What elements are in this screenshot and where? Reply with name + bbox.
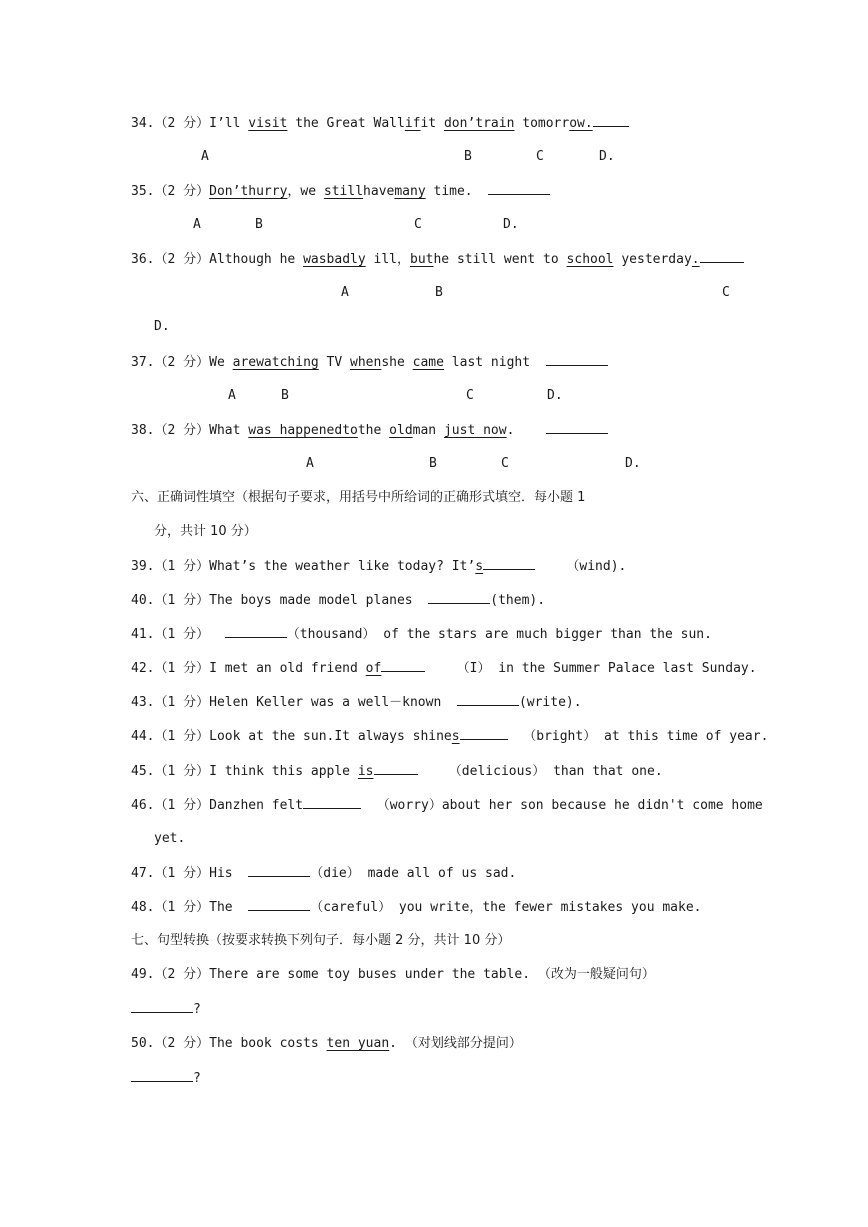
q43-stem: 43.（1 分）Helen Keller was a well－known — [131, 695, 457, 710]
q36-part-b: but — [410, 252, 434, 267]
q37-part-a: arewatching — [232, 355, 319, 370]
answer-blank[interactable] — [225, 625, 287, 638]
label-b: B — [281, 388, 289, 403]
q34-part-c: don’train — [443, 116, 515, 131]
q35-text: ，we — [287, 184, 324, 199]
q35-part-c: many — [394, 184, 426, 199]
question-45 — [131, 762, 663, 781]
q50-underlined: ten yuan — [326, 1036, 390, 1051]
question-34 — [131, 114, 629, 133]
q34-part-a: visit — [248, 116, 288, 131]
q38-text: . — [506, 423, 515, 438]
q38-part-a: was happenedto — [248, 423, 358, 438]
q44-underlined: s — [451, 729, 460, 744]
label-c: C — [722, 285, 730, 300]
question-47 — [131, 864, 516, 883]
question-46 — [131, 796, 763, 815]
label-d: D. — [154, 319, 170, 334]
q44-stem: 44.（1 分）Look at the sun.It always shine — [131, 729, 452, 744]
section-7-heading: 七、句型转换（按要求转换下列句子．每小题 2 分，共计 10 分） — [131, 933, 511, 948]
answer-blank[interactable] — [131, 1069, 193, 1082]
q45-underlined: is — [357, 764, 374, 779]
label-c: C — [414, 217, 422, 232]
label-c: C — [536, 149, 544, 164]
question-36 — [131, 250, 744, 269]
q40-hint: (them). — [490, 593, 546, 608]
label-c: C — [466, 388, 474, 403]
answer-blank[interactable] — [700, 250, 744, 263]
answer-blank[interactable] — [131, 1000, 193, 1013]
label-a: A — [228, 388, 236, 403]
label-c: C — [501, 456, 509, 471]
label-d: D. — [547, 388, 563, 403]
q36-part-a: wasbadly — [303, 252, 366, 267]
q45-stem: 45.（1 分）I think this apple — [131, 764, 358, 779]
q38-part-b: old — [389, 423, 413, 438]
section-6-heading-cont: 分，共计 10 分） — [154, 524, 257, 539]
q34-part-b: if — [404, 116, 421, 131]
question-49: 49.（2 分）There are some toy buses under the table. （改为一般疑问句） — [131, 967, 655, 982]
q38-text: man — [412, 423, 444, 438]
q41-stem: 41.（1 分） — [131, 627, 225, 642]
label-a: A — [341, 285, 349, 300]
q36-part-d: . — [691, 252, 700, 267]
q37-text: she — [381, 355, 413, 370]
q36-part-c: school — [566, 252, 614, 267]
question-mark: ? — [193, 1071, 201, 1086]
q37-text: last night — [443, 355, 531, 370]
q48-stem: 48.（1 分）The — [131, 900, 249, 915]
q37-part-c: came — [412, 355, 444, 370]
q46-hint: （worry）about her son because he didn't come home — [361, 798, 763, 813]
q35-part-b: still — [323, 184, 364, 199]
label-d: D. — [503, 217, 519, 232]
q36-text: he still went to — [433, 252, 567, 267]
q38-text: the — [357, 423, 390, 438]
question-44 — [131, 727, 768, 746]
question-50 — [131, 1035, 522, 1053]
label-b: B — [435, 285, 443, 300]
label-b: B — [255, 217, 263, 232]
answer-blank[interactable] — [303, 796, 361, 809]
q34-text: tomorr — [514, 116, 570, 131]
q39-underlined: s — [475, 559, 484, 574]
label-b: B — [464, 149, 472, 164]
question-41 — [131, 625, 712, 644]
q42-underlined: of — [365, 661, 382, 676]
q34-text: the Great Wall — [287, 116, 405, 131]
answer-blank[interactable] — [248, 898, 310, 911]
q39-stem: 39.（1 分）What’s the weather like today? It’ — [131, 559, 476, 574]
section-6-heading: 六、正确词性填空（根据句子要求，用括号中所给词的正确形式填空．每小题 1 — [131, 490, 586, 505]
answer-blank[interactable] — [248, 864, 310, 877]
answer-blank[interactable] — [374, 762, 418, 775]
q46-stem: 46.（1 分）Danzhen felt — [131, 798, 304, 813]
q35-stem: 35.（2 分） — [131, 184, 210, 199]
question-mark: ? — [193, 1002, 201, 1017]
q35-text: time. — [425, 184, 473, 199]
q35-part-a: Don’thurry — [209, 184, 288, 199]
q41-hint: （thousand） of the stars are much bigger than the sun. — [286, 627, 712, 642]
q34-text: it — [420, 116, 444, 131]
label-a: A — [193, 217, 201, 232]
question-49-answer — [131, 1000, 201, 1019]
q36-text: yesterday — [613, 252, 692, 267]
q34-stem: 34.（2 分）I’ll — [131, 116, 249, 131]
q44-hint: （bright） at this time of year. — [507, 729, 769, 744]
q39-hint: （wind). — [535, 559, 627, 574]
answer-blank[interactable] — [488, 182, 550, 195]
question-38 — [131, 421, 608, 440]
label-a: A — [201, 149, 209, 164]
question-39 — [131, 557, 626, 576]
question-37 — [131, 353, 608, 372]
answer-blank[interactable] — [428, 591, 490, 604]
q45-hint: （delicious） than that one. — [417, 764, 663, 779]
q38-stem: 38.（2 分）What — [131, 423, 249, 438]
q48-hint: （careful） you write，the fewer mistakes you make. — [310, 900, 702, 915]
label-b: B — [429, 456, 437, 471]
q42-stem: 42.（1 分）I met an old friend — [131, 661, 366, 676]
question-50-answer — [131, 1069, 201, 1088]
q50-hint: . （对划线部分提问） — [389, 1036, 522, 1051]
q36-stem: 36.（2 分）Although he — [131, 252, 304, 267]
answer-blank[interactable] — [483, 557, 535, 570]
q38-part-c: just now — [443, 423, 507, 438]
q34-part-d: ow. — [569, 116, 593, 131]
q50-stem: 50.（2 分）The book costs — [131, 1036, 327, 1051]
q37-stem: 37.（2 分）We — [131, 355, 233, 370]
label-a: A — [306, 456, 314, 471]
label-d: D. — [599, 149, 615, 164]
q42-hint: （I） in the Summer Palace last Sunday. — [425, 661, 757, 676]
q40-stem: 40.（1 分）The boys made model planes — [131, 593, 429, 608]
label-d: D. — [625, 456, 641, 471]
q47-hint: （die） made all of us sad. — [310, 866, 517, 881]
q47-stem: 47.（1 分）His — [131, 866, 249, 881]
question-46-cont: yet. — [154, 831, 186, 846]
question-35 — [131, 182, 550, 201]
q37-text: TV — [318, 355, 351, 370]
question-42 — [131, 659, 757, 678]
answer-blank[interactable] — [457, 693, 519, 706]
answer-blank[interactable] — [546, 421, 608, 434]
question-48 — [131, 898, 701, 917]
q35-text: have — [363, 184, 395, 199]
q36-text: ill， — [365, 252, 410, 267]
answer-blank[interactable] — [546, 353, 608, 366]
answer-blank[interactable] — [460, 727, 508, 740]
answer-blank[interactable] — [381, 659, 425, 672]
q43-hint: (write). — [518, 695, 582, 710]
answer-blank[interactable] — [593, 114, 629, 127]
q37-part-b: when — [350, 355, 382, 370]
question-43 — [131, 693, 582, 712]
question-40 — [131, 591, 545, 610]
